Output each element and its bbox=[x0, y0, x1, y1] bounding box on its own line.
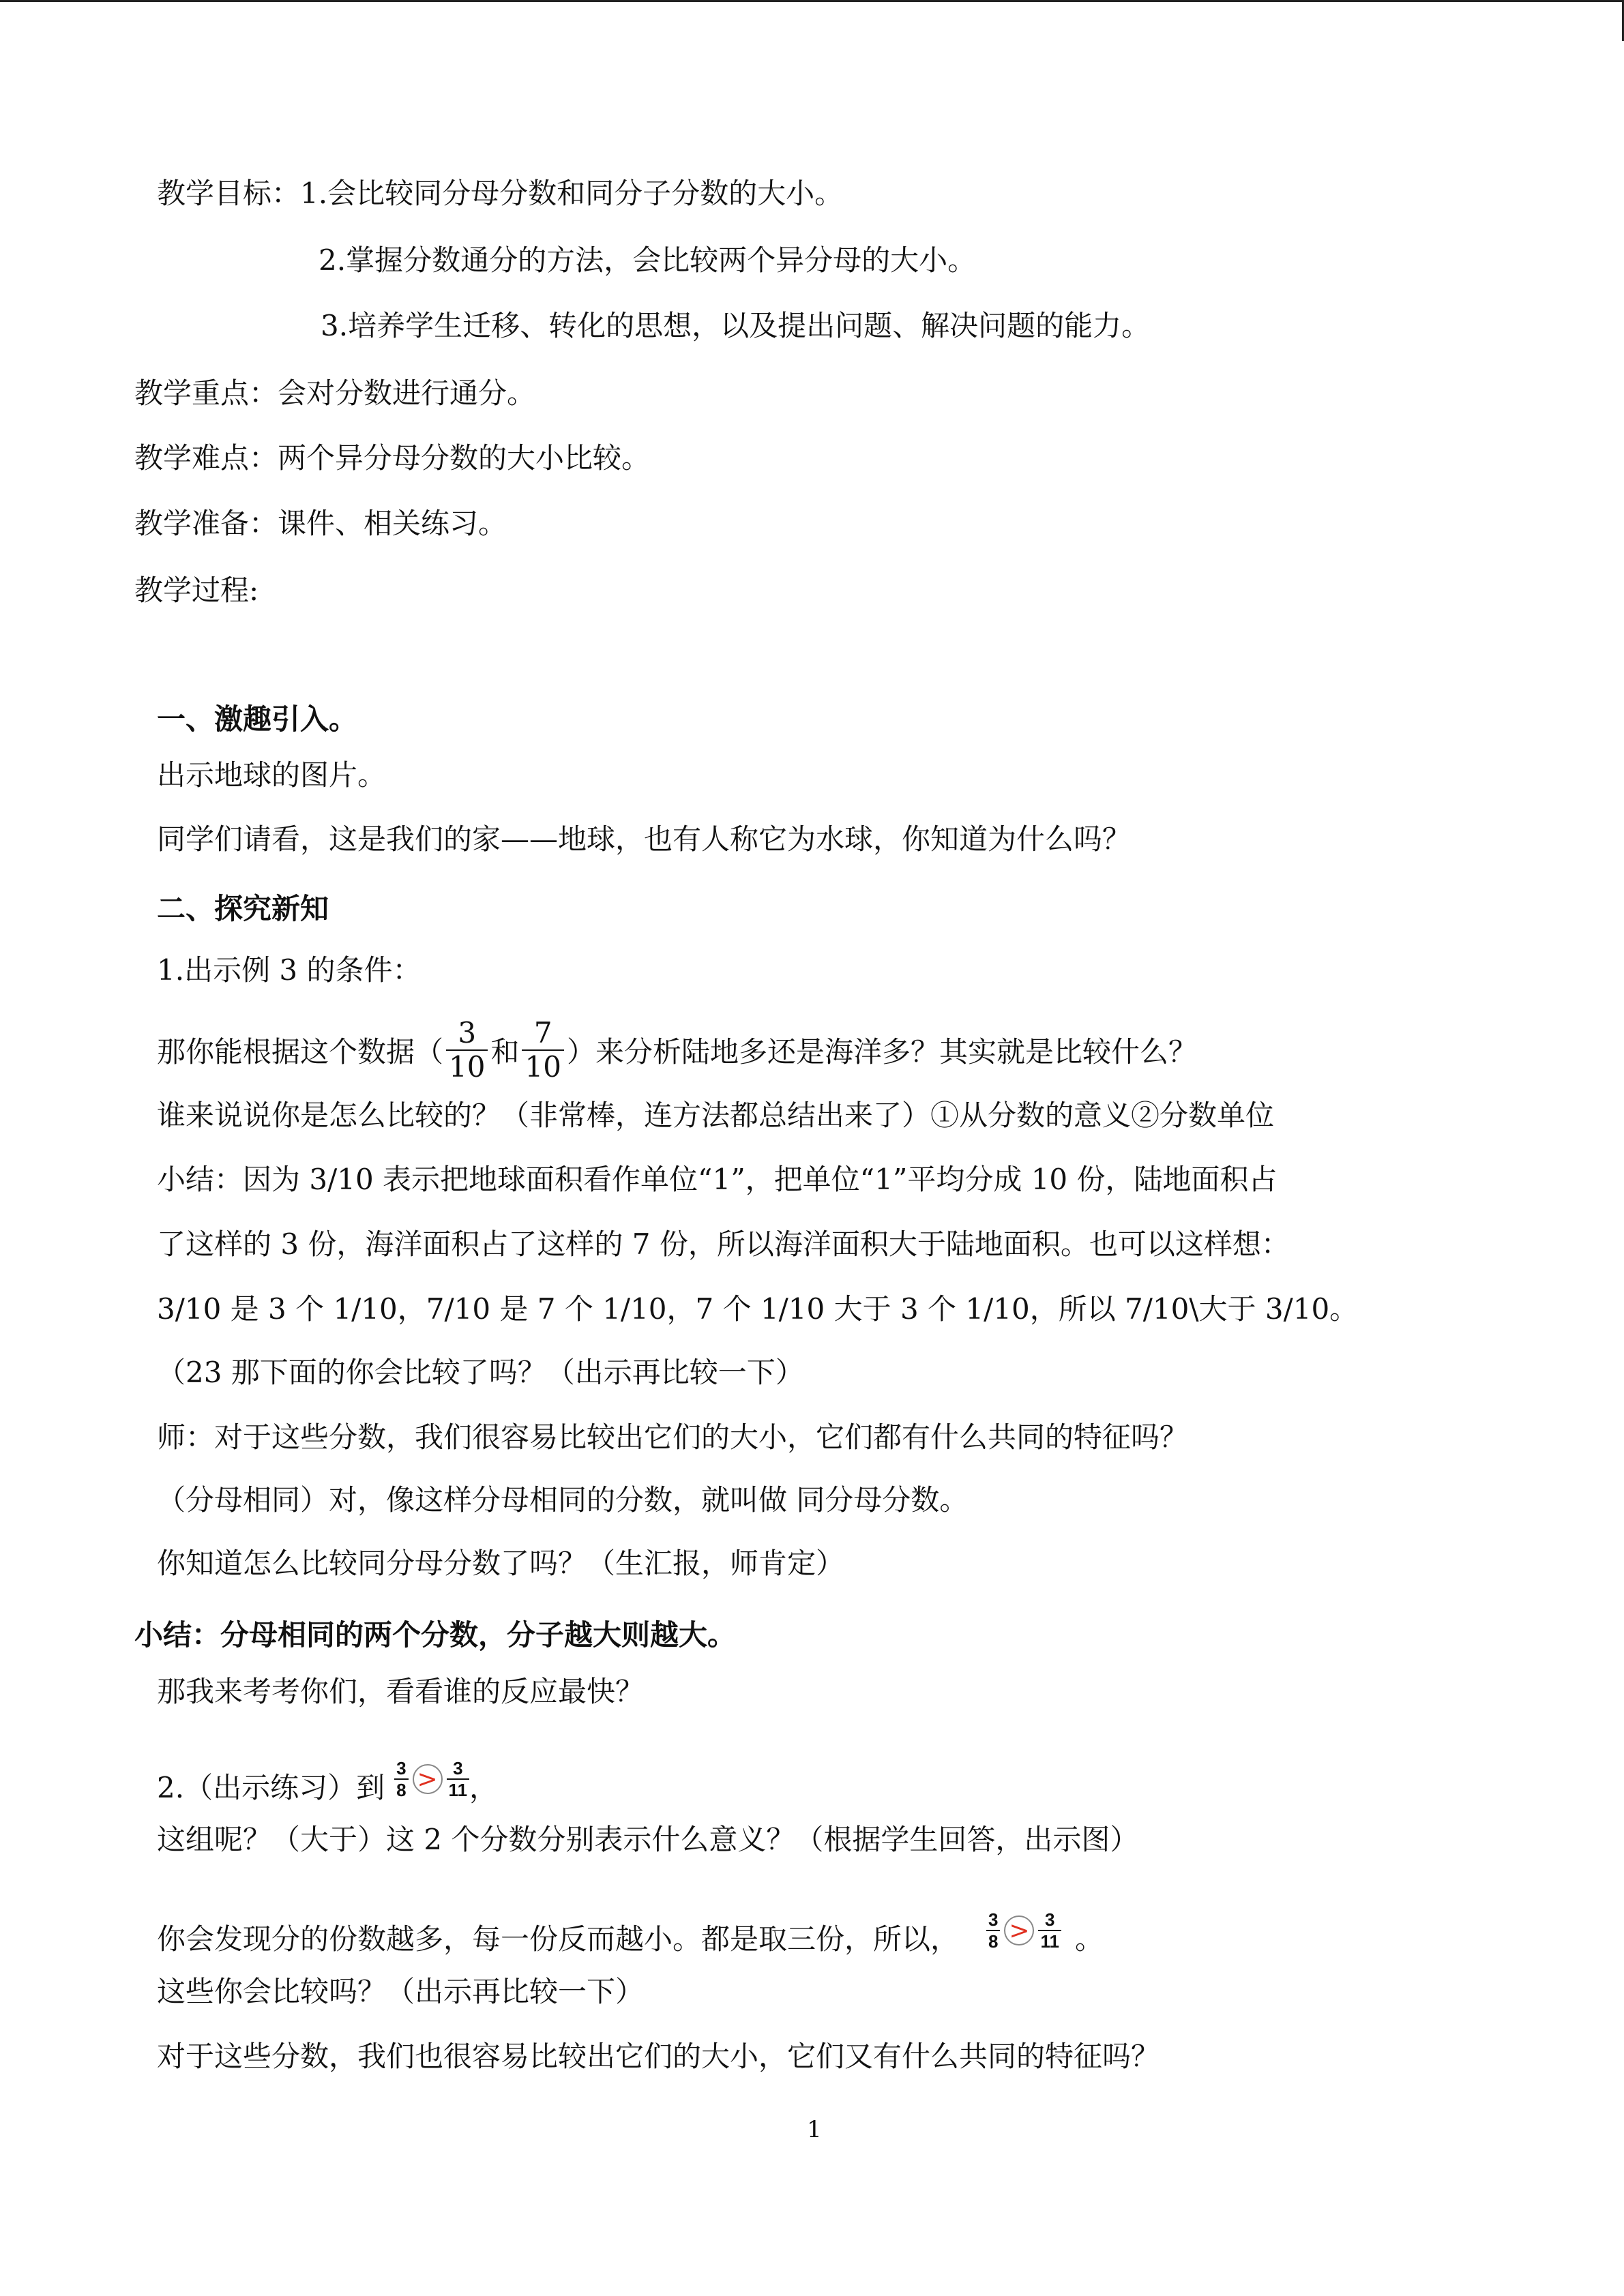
paragraph-discover bbox=[157, 1909, 1104, 1963]
discover-text-a: 你会发现分的份数越多，每一份反而越小。都是取三份，所以， bbox=[157, 1922, 960, 1956]
fraction-comparison-image bbox=[394, 1758, 469, 1800]
exercise-text-a: 2.（出示练习）到 bbox=[157, 1771, 385, 1804]
exercise-text-b: ， bbox=[469, 1771, 499, 1804]
fraction-3-11 bbox=[447, 1758, 470, 1800]
fraction-denominator: 11 bbox=[1040, 1931, 1059, 1952]
paragraph-show-earth: 出示地球的图片。 bbox=[157, 758, 387, 792]
teaching-goal-1: 教学目标：1.会比较同分母分数和同分子分数的大小。 bbox=[157, 177, 844, 210]
fraction-numerator: 3 bbox=[453, 1758, 463, 1778]
fraction-denominator: 10 bbox=[449, 1050, 486, 1084]
paragraph-fraction-data bbox=[157, 1016, 1197, 1088]
top-border bbox=[0, 0, 1624, 2]
summary-heading: 小结：分母相同的两个分数，分子越大则越大。 bbox=[134, 1618, 737, 1652]
fraction-7-10 bbox=[522, 1017, 563, 1084]
discover-text-b: 。 bbox=[1074, 1922, 1104, 1956]
fraction-denominator: 8 bbox=[988, 1931, 999, 1952]
fraction-3-11 bbox=[1038, 1909, 1061, 1952]
fraction-data-text-a: 那你能根据这个数据（ bbox=[157, 1035, 444, 1069]
paragraph-quiz: 那我来考考你们，看看谁的反应最快？ bbox=[157, 1675, 645, 1708]
teaching-process-label: 教学过程: bbox=[134, 573, 259, 607]
paragraph-know-compare: 你知道怎么比较同分母分数了吗？（生汇报，师肯定） bbox=[157, 1547, 845, 1580]
teaching-preparation: 教学准备：课件、相关练习。 bbox=[134, 507, 507, 540]
paragraph-compare-again: （23 那下面的你会比较了吗？（出示再比较一下） bbox=[157, 1356, 804, 1389]
fraction-numerator: 3 bbox=[396, 1758, 407, 1778]
section-heading-2: 二、探究新知 bbox=[157, 892, 329, 925]
fraction-numerator: 7 bbox=[533, 1016, 552, 1049]
paragraph-this-group: 这组呢？（大于）这 2 个分数分别表示什么意义？（根据学生回答，出示图） bbox=[157, 1823, 1139, 1856]
fraction-numerator: 3 bbox=[458, 1016, 477, 1049]
fraction-denominator: 10 bbox=[525, 1050, 561, 1084]
paragraph-summary-3: 3/10 是 3 个 1/10，7/10 是 7 个 1/10，7 个 1/10 大于 3 个 1/10，所以 7/10\大于 3/10。 bbox=[157, 1292, 1359, 1326]
section-heading-1: 一、激趣引入。 bbox=[157, 702, 358, 736]
paragraph-summary-2: 了这样的 3 份，海洋面积占了这样的 7 份，所以海洋面积大于陆地面积。也可以这样想： bbox=[157, 1227, 1290, 1261]
greater-than-icon: > bbox=[1004, 1915, 1034, 1945]
fraction-denominator: 11 bbox=[448, 1780, 468, 1800]
paragraph-summary-1: 小结：因为 3/10 表示把地球面积看作单位“1”，把单位“1”平均分成 10 份，陆地面积占 bbox=[157, 1163, 1278, 1196]
fraction-data-text-b: ）来分析陆地多还是海洋多？其实就是比较什么？ bbox=[566, 1035, 1197, 1069]
greater-than-icon: > bbox=[413, 1764, 443, 1794]
fraction-denominator: 8 bbox=[396, 1780, 407, 1800]
paragraph-common-feature: 对于这些分数，我们也很容易比较出它们的大小，它们又有什么共同的特征吗？ bbox=[157, 2040, 1160, 2073]
teaching-goal-2: 2.掌握分数通分的方法，会比较两个异分母的大小。 bbox=[319, 243, 977, 277]
fraction-and: 和 bbox=[490, 1035, 520, 1069]
paragraph-how-compare: 谁来说说你是怎么比较的？（非常棒，连方法都总结出来了）①从分数的意义②分数单位 bbox=[157, 1099, 1275, 1132]
fraction-3-10 bbox=[446, 1017, 488, 1084]
teaching-goal-3: 3.培养学生迁移、转化的思想，以及提出问题、解决问题的能力。 bbox=[321, 309, 1151, 342]
paragraph-same-denominator: （分母相同）对，像这样分母相同的分数，就叫做 同分母分数。 bbox=[157, 1483, 969, 1517]
paragraph-can-compare: 这些你会比较吗？（出示再比较一下） bbox=[157, 1975, 645, 2008]
paragraph-earth-question: 同学们请看，这是我们的家——地球，也有人称它为水球，你知道为什么吗？ bbox=[157, 822, 1132, 856]
paragraph-exercise-2 bbox=[157, 1758, 499, 1811]
fraction-numerator: 3 bbox=[988, 1909, 999, 1930]
fraction-3-8 bbox=[986, 1909, 1000, 1952]
page-number: 1 bbox=[807, 2116, 822, 2143]
fraction-comparison-image bbox=[986, 1909, 1061, 1952]
teaching-focus: 教学重点：会对分数进行通分。 bbox=[134, 376, 536, 410]
fraction-3-8 bbox=[394, 1758, 408, 1800]
paragraph-teacher-question: 师：对于这些分数，我们很容易比较出它们的大小，它们都有什么共同的特征吗？ bbox=[157, 1420, 1189, 1454]
fraction-numerator: 3 bbox=[1045, 1909, 1055, 1930]
teaching-difficulty: 教学难点：两个异分母分数的大小比较。 bbox=[134, 441, 651, 475]
paragraph-example-3: 1.出示例 3 的条件： bbox=[157, 953, 422, 987]
